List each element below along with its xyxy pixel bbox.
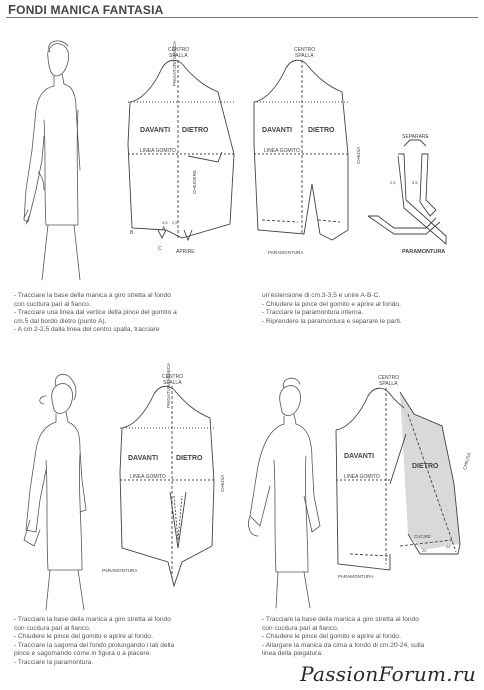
label-m2: 2,5: [172, 220, 178, 225]
label-davanti-5: DAVANTI: [344, 453, 375, 460]
diagram-sleeve-1: [118, 40, 240, 264]
page-title: FONDI MANICA FANTASIA: [8, 2, 164, 17]
label-facing-m2: 3,5: [412, 180, 418, 185]
instructions-top-left: [14, 292, 242, 335]
label-piegatura: PIEGATURA MANICA: [172, 40, 177, 86]
label-m2-5: 24: [446, 544, 451, 549]
instruction-line: - Tracciare la paramontura.: [14, 658, 94, 666]
label-centro-2: CENTRO: [294, 47, 316, 53]
label-dietro-4: DIETRO: [176, 455, 203, 462]
label-spalla-4: SPALLA: [163, 380, 182, 386]
instruction-line: - Chiudere le pince del gomito e aprire al fondo.: [14, 633, 153, 641]
label-facing-m1: 2,5: [390, 180, 396, 185]
label-spalla: SPALLA: [169, 53, 188, 59]
label-paramontura-3: PARAMONTURA: [402, 249, 446, 255]
label-dietro: DIETRO: [182, 127, 209, 134]
label-m1-5: 20: [422, 548, 427, 553]
instructions-top-right: [262, 292, 478, 326]
label-chiudere: CHIUDERE: [192, 170, 197, 194]
label-paramontura-2: PARAMONTURA: [268, 250, 304, 255]
label-davanti-4: DAVANTI: [128, 455, 159, 462]
label-m1: 3,5: [162, 220, 168, 225]
label-centro-4: CENTRO: [162, 374, 184, 380]
label-centro-5: CENTRO: [378, 375, 400, 381]
instruction-line: - Tracciare la sagoma del fondo prolungando i lati della: [14, 641, 175, 649]
fashion-figure-bottom-left: [8, 370, 104, 610]
label-c: C: [158, 246, 162, 252]
instruction-line: - Tracciare una linea dal vertice della pince del gomito a: [14, 309, 177, 317]
instruction-line: - Tracciare la base della manica a giro stretta al fondo: [262, 616, 419, 623]
label-dietro-2: DIETRO: [308, 127, 335, 134]
instruction-line: con cucitura pari al fianco.: [14, 300, 91, 308]
diagram-sleeve-4: [102, 362, 230, 590]
instruction-line: con cucitura pari al fianco.: [14, 624, 91, 632]
label-cucire-5: CUCIRE: [414, 534, 431, 539]
label-chiusa-5: CHIUSA: [462, 452, 472, 471]
label-a: A: [162, 226, 166, 232]
diagram-sleeve-5: [330, 374, 478, 586]
fashion-figure-top: [8, 40, 100, 280]
label-davanti-2: DAVANTI: [262, 127, 293, 134]
label-davanti: DAVANTI: [140, 127, 171, 134]
instructions-bottom-right: [262, 616, 478, 659]
label-dietro-5: DIETRO: [412, 463, 439, 470]
instruction-line: - Allargare la manica da cima a fondo di cm.20-24, sulla: [262, 641, 425, 649]
label-chiusa-2: CHIUSA: [356, 146, 361, 164]
label-piegatura-4: PIEGATURA MANICA: [166, 362, 171, 408]
instruction-line: - Riprendere la paramontura e separare le parti.: [262, 317, 402, 325]
instruction-line: - Tracciare la paramontura interna.: [262, 309, 364, 317]
label-linea-gomito: LINEA GOMITO: [140, 148, 176, 154]
title-rule: [6, 17, 478, 18]
label-linea-gomito-2: LINEA GOMITO: [264, 148, 300, 154]
watermark: PassionForum.ru: [300, 662, 476, 686]
instruction-line: un'estensione di cm.3-3,5 e unire A-B-C.: [262, 292, 381, 299]
label-aprire: APRIRE: [176, 249, 195, 255]
label-linea-gomito-5: LINEA GOMITO: [344, 474, 380, 480]
label-separare: SEPARARE: [402, 134, 429, 140]
instruction-line: - Chiudere le pince del gomito e aprire al fondo.: [262, 633, 401, 641]
fashion-figure-bottom-right: [240, 376, 326, 608]
label-b: B: [130, 230, 134, 236]
instruction-line: pince e sagomando come in figura o a piacere.: [14, 650, 152, 658]
label-centro: CENTRO: [168, 47, 190, 53]
label-paramontura-5: PARAMONTURA: [338, 574, 374, 579]
label-paramontura-4: PARAMONTURA: [102, 568, 138, 573]
label-chiusa-4: CHIUSA: [220, 474, 225, 492]
instruction-line: - Tracciare la base della manica a giro stretta al fondo: [14, 616, 171, 623]
instruction-line: - A cm.2-2,5 dalla linea del centro spalla, tracciare: [14, 326, 160, 334]
instruction-line: - Chiudere la pince del gomito e aprire al fondo.: [262, 300, 401, 308]
instruction-line: - Tracciare la base della manica a giro stretta al fondo: [14, 292, 171, 299]
instruction-line: cm.5 dal bordo dietro (punto A).: [14, 317, 107, 325]
instruction-line: con cucitura pari al fianco.: [262, 624, 339, 632]
label-spalla-2: SPALLA: [295, 53, 314, 59]
label-linea-gomito-4: LINEA GOMITO: [130, 474, 166, 480]
instructions-bottom-left: [14, 616, 242, 668]
label-spalla-5: SPALLA: [379, 381, 398, 387]
diagram-sleeve-2: [248, 44, 360, 264]
instruction-line: linea della piegatura.: [262, 650, 323, 658]
diagram-facing: [364, 130, 474, 260]
